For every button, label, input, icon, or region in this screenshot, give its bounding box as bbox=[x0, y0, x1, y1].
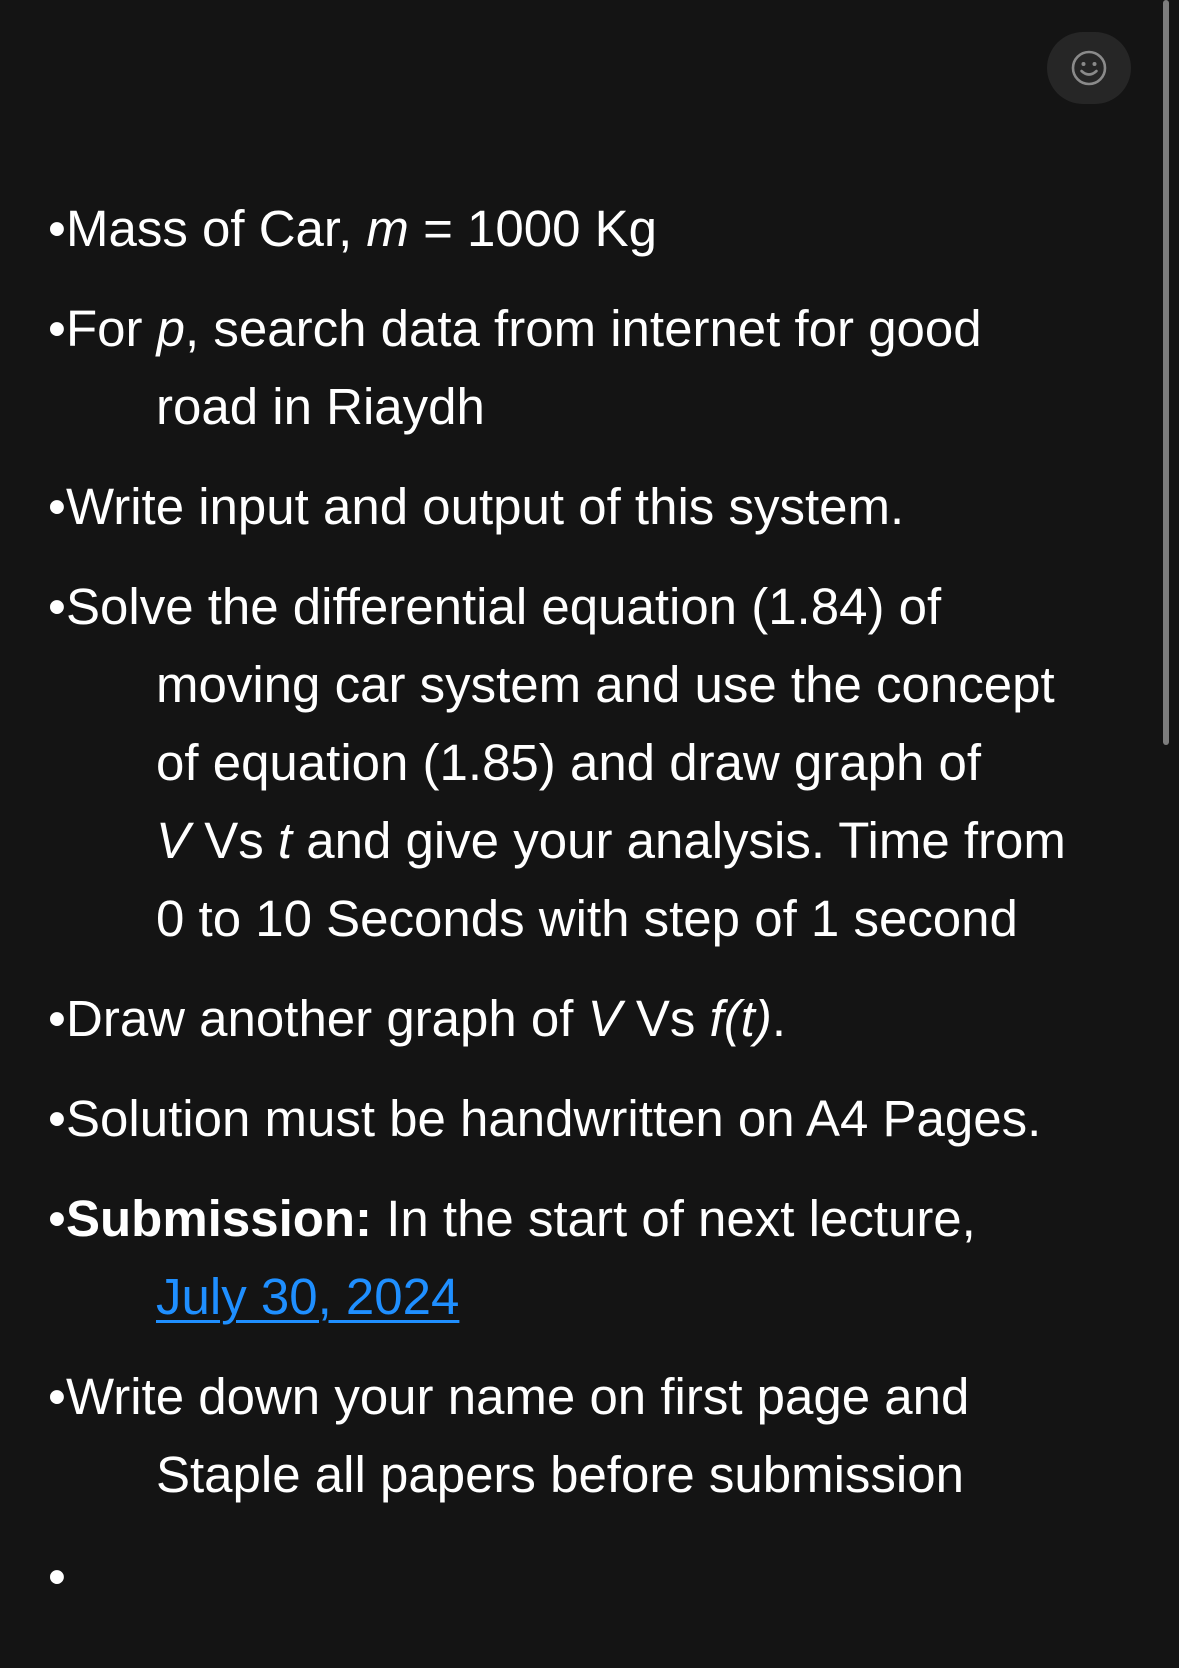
bullet-line: 0 to 10 Seconds with step of 1 second bbox=[156, 890, 1018, 947]
bullet-line: V Vs t and give your analysis. Time from bbox=[156, 812, 1066, 869]
bullet-marker: • bbox=[48, 300, 66, 357]
bullet-marker: • bbox=[48, 578, 66, 635]
date-link[interactable]: July 30, 2024 bbox=[156, 1268, 460, 1325]
bullet-line: road in Riaydh bbox=[156, 378, 485, 435]
bullet-item bbox=[48, 468, 1128, 546]
bullet-item bbox=[48, 1538, 1128, 1616]
bullet-line: Mass of Car, m = 1000 Kg bbox=[66, 200, 658, 257]
italic-variable: t bbox=[277, 812, 293, 869]
bullet-marker: • bbox=[48, 1190, 66, 1247]
italic-variable: V bbox=[156, 812, 191, 869]
smiley-icon bbox=[1070, 49, 1108, 87]
bullet-marker: • bbox=[48, 1368, 66, 1425]
add-reaction-button[interactable] bbox=[1047, 32, 1131, 104]
bullet-marker: • bbox=[48, 1090, 66, 1147]
bullet-line: moving car system and use the concept bbox=[156, 656, 1055, 713]
bullet-line: Write input and output of this system. bbox=[66, 478, 905, 535]
bullet-marker: • bbox=[48, 990, 66, 1047]
bullet-marker: • bbox=[48, 200, 66, 257]
bullet-item bbox=[48, 1358, 1128, 1514]
bullet-line: Solve the differential equation (1.84) of bbox=[66, 578, 942, 635]
bullet-line: of equation (1.85) and draw graph of bbox=[156, 734, 982, 791]
bullet-line: Write down your name on first page and bbox=[66, 1368, 970, 1425]
bullet-line: Submission: In the start of next lecture, bbox=[66, 1190, 976, 1247]
bold-label: Submission: bbox=[66, 1190, 373, 1247]
italic-variable: f(t) bbox=[709, 990, 772, 1047]
bullet-item bbox=[48, 1180, 1128, 1336]
note-content bbox=[48, 190, 1128, 1616]
bullet-item bbox=[48, 1080, 1128, 1158]
bullet-marker: • bbox=[48, 478, 66, 535]
bullet-item bbox=[48, 290, 1128, 446]
italic-variable: m bbox=[366, 200, 409, 257]
bullet-line: Draw another graph of V Vs f(t). bbox=[66, 990, 787, 1047]
bullet-item bbox=[48, 980, 1128, 1058]
italic-variable: V bbox=[587, 990, 622, 1047]
bullet-line: Staple all papers before submission bbox=[156, 1446, 964, 1503]
italic-variable: p bbox=[156, 300, 186, 357]
bullet-line: For p, search data from internet for good bbox=[66, 300, 982, 357]
bullet-item bbox=[48, 568, 1128, 958]
bullet-line bbox=[66, 1258, 1128, 1336]
bullet-marker: • bbox=[48, 1548, 66, 1605]
bullet-line: Solution must be handwritten on A4 Pages. bbox=[66, 1090, 1042, 1147]
bullet-item bbox=[48, 190, 1128, 268]
scrollbar[interactable] bbox=[1163, 0, 1169, 745]
